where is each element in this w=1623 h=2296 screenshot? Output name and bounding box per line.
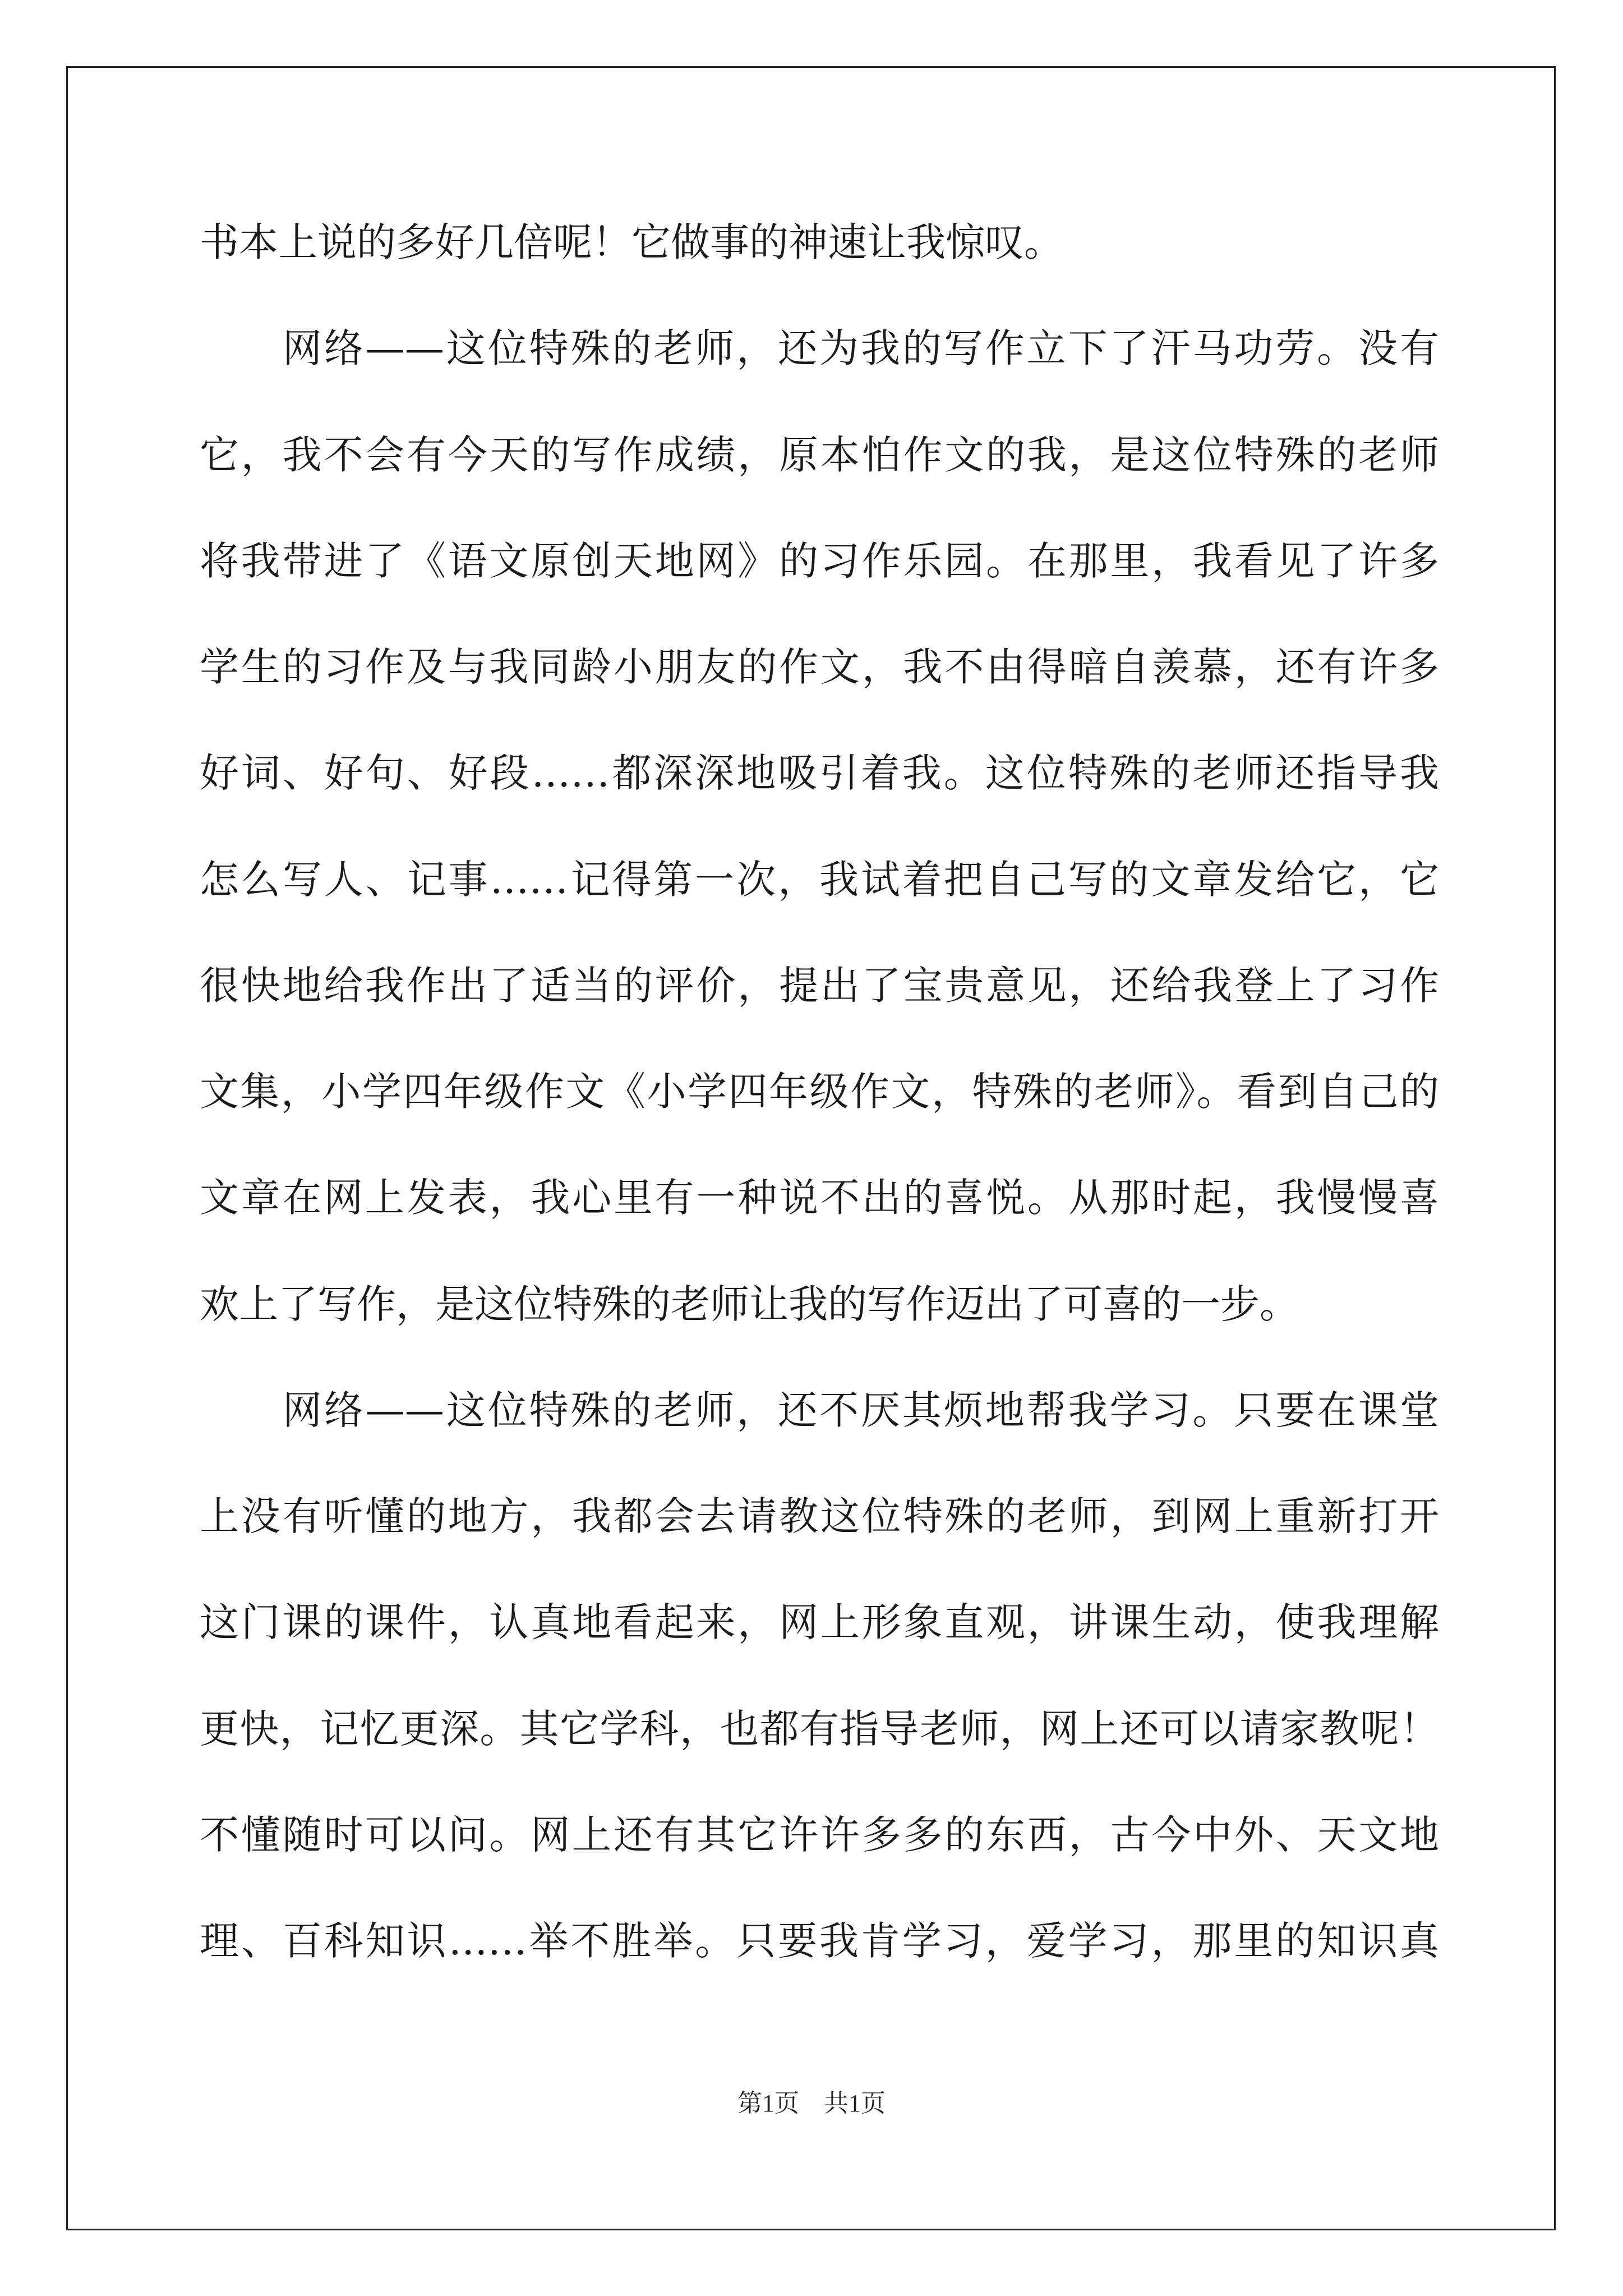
text-line: 理、百科知识……举不胜举。只要我肯学习，爱学习，那里的知识真 — [200, 1918, 1439, 1964]
text-line: 文集，小学四年级作文《小学四年级作文，特殊的老师》。看到自己的 — [200, 1069, 1439, 1115]
page-border — [66, 66, 1556, 2230]
text-line: 书本上说的多好几倍呢！它做事的神速让我惊叹。 — [200, 219, 1063, 265]
text-line: 怎么写人、记事……记得第一次，我试着把自己写的文章发给它，它 — [200, 857, 1439, 903]
paragraph-first-line: 网络——这位特殊的老师，还为我的写作立下了汗马功劳。没有 — [283, 325, 1439, 371]
page-number-footer: 第1页 共1页 — [737, 2090, 886, 2117]
text-line: 它，我不会有今天的写作成绩，原本怕作文的我，是这位特殊的老师 — [200, 432, 1439, 478]
text-line: 上没有听懂的地方，我都会去请教这位特殊的老师，到网上重新打开 — [200, 1493, 1439, 1539]
text-line: 好词、好句、好段……都深深地吸引着我。这位特殊的老师还指导我 — [200, 750, 1439, 796]
paragraph-first-line: 网络——这位特殊的老师，还不厌其烦地帮我学习。只要在课堂 — [283, 1387, 1439, 1433]
text-line: 更快，记忆更深。其它学科，也都有指导老师，网上还可以请家教呢！ — [200, 1706, 1439, 1752]
text-line: 将我带进了《语文原创天地网》的习作乐园。在那里，我看见了许多 — [200, 538, 1439, 584]
text-line: 很快地给我作出了适当的评价，提出了宝贵意见，还给我登上了习作 — [200, 963, 1439, 1009]
text-line: 不懂随时可以问。网上还有其它许许多多的东西，古今中外、天文地 — [200, 1812, 1439, 1858]
text-line: 这门课的课件，认真地看起来，网上形象直观，讲课生动，使我理解 — [200, 1599, 1439, 1645]
text-line: 欢上了写作，是这位特殊的老师让我的写作迈出了可喜的一步。 — [200, 1281, 1299, 1327]
text-line: 学生的习作及与我同龄小朋友的作文，我不由得暗自羡慕，还有许多 — [200, 644, 1439, 690]
text-line: 文章在网上发表，我心里有一种说不出的喜悦。从那时起，我慢慢喜 — [200, 1175, 1439, 1221]
